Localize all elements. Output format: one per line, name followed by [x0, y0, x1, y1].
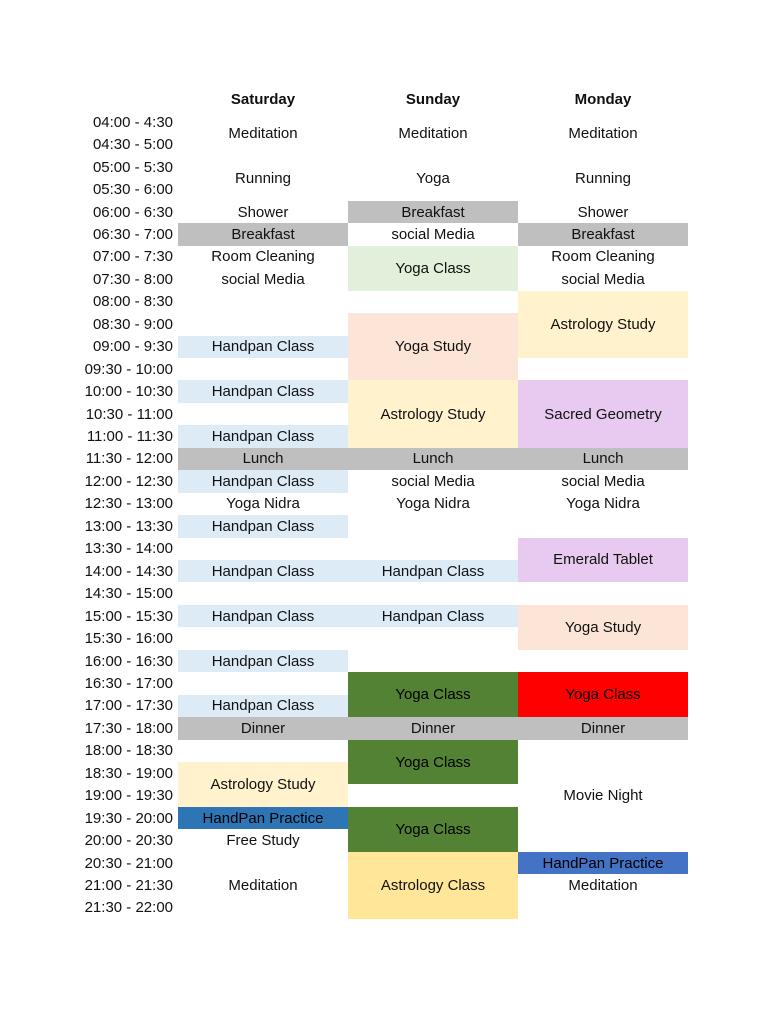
time-slot-label: 04:00 - 4:30: [92, 113, 173, 131]
time-slot-label: 21:30 - 22:00: [84, 899, 173, 917]
time-slot-label: 10:00 - 10:30: [84, 383, 173, 401]
schedule-event: Astrology Study: [348, 380, 518, 447]
time-slot-label: 08:00 - 8:30: [92, 293, 173, 311]
day-header-sunday: Sunday: [405, 90, 461, 108]
schedule-event: Sacred Geometry: [518, 380, 688, 447]
schedule-event: Yoga Nidra: [566, 495, 640, 513]
schedule-event: Astrology Study: [178, 762, 348, 807]
schedule-event: Handpan Class: [178, 605, 348, 627]
schedule-event: Shower: [237, 203, 289, 221]
time-slot-label: 13:00 - 13:30: [84, 517, 173, 535]
schedule-event: Yoga Nidra: [226, 495, 300, 513]
schedule-event: Room Cleaning: [551, 248, 655, 266]
schedule-event: Breakfast: [348, 201, 518, 223]
schedule-event: social Media: [221, 270, 305, 288]
schedule-event: Yoga Class: [348, 807, 518, 852]
schedule-event: Yoga Study: [518, 605, 688, 650]
schedule-event: Free Study: [226, 832, 300, 850]
schedule-event: Yoga Class: [518, 672, 688, 717]
schedule-event: Yoga Class: [348, 740, 518, 785]
schedule-event: Lunch: [178, 448, 348, 470]
time-slot-label: 15:00 - 15:30: [84, 607, 173, 625]
schedule-event: Handpan Class: [178, 515, 348, 537]
schedule-event: Breakfast: [178, 223, 348, 245]
schedule-event: Room Cleaning: [211, 248, 315, 266]
schedule-event: Handpan Class: [178, 695, 348, 717]
time-slot-label: 19:30 - 20:00: [84, 809, 173, 827]
schedule-event: Handpan Class: [178, 560, 348, 582]
time-slot-label: 04:30 - 5:00: [92, 136, 173, 154]
time-slot-label: 15:30 - 16:00: [84, 630, 173, 648]
schedule-event: Dinner: [178, 717, 348, 739]
schedule-event: Running: [235, 169, 291, 187]
time-slot-label: 17:00 - 17:30: [84, 697, 173, 715]
day-header-saturday: Saturday: [230, 90, 296, 108]
schedule-event: Yoga: [416, 169, 450, 187]
schedule-event: Yoga Study: [348, 313, 518, 380]
time-slot-label: 09:30 - 10:00: [84, 360, 173, 378]
schedule-event: Meditation: [228, 124, 298, 142]
schedule-event: Running: [575, 169, 631, 187]
schedule-event: Handpan Class: [178, 336, 348, 358]
schedule-event: Lunch: [518, 448, 688, 470]
time-slot-label: 20:00 - 20:30: [84, 832, 173, 850]
schedule-event: Meditation: [398, 124, 468, 142]
schedule-event: Emerald Tablet: [518, 538, 688, 583]
schedule-event: Breakfast: [518, 223, 688, 245]
schedule-event: social Media: [391, 225, 475, 243]
time-slot-label: 16:30 - 17:00: [84, 674, 173, 692]
time-slot-label: 09:00 - 9:30: [92, 338, 173, 356]
time-slot-label: 10:30 - 11:00: [85, 405, 173, 423]
time-slot-label: 06:00 - 6:30: [92, 203, 173, 221]
day-header-monday: Monday: [574, 90, 632, 108]
schedule-event: Dinner: [348, 717, 518, 739]
schedule-event: Handpan Class: [348, 560, 518, 582]
schedule-event: social Media: [561, 472, 645, 490]
time-slot-label: 14:30 - 15:00: [84, 585, 173, 603]
schedule-event: Meditation: [568, 877, 638, 895]
time-slot-label: 17:30 - 18:00: [84, 719, 173, 737]
schedule-event: Handpan Class: [348, 605, 518, 627]
schedule-event: Handpan Class: [178, 650, 348, 672]
time-slot-label: 18:30 - 19:00: [84, 764, 173, 782]
time-slot-label: 06:30 - 7:00: [92, 225, 173, 243]
schedule-event: Handpan Class: [178, 380, 348, 402]
time-slot-label: 13:30 - 14:00: [84, 540, 173, 558]
time-slot-label: 08:30 - 9:00: [92, 315, 173, 333]
time-slot-label: 11:30 - 12:00: [85, 450, 173, 468]
schedule-event: HandPan Practice: [518, 852, 688, 874]
time-slot-label: 07:30 - 8:00: [92, 270, 173, 288]
time-slot-label: 18:00 - 18:30: [84, 742, 173, 760]
schedule-event: Movie Night: [563, 787, 643, 805]
schedule-event: Handpan Class: [178, 425, 348, 447]
time-slot-label: 12:00 - 12:30: [84, 472, 173, 490]
schedule-event: Yoga Class: [348, 246, 518, 291]
time-slot-label: 07:00 - 7:30: [92, 248, 173, 266]
time-slot-label: 19:00 - 19:30: [84, 787, 173, 805]
time-slot-label: 12:30 - 13:00: [84, 495, 173, 513]
time-slot-label: 05:30 - 6:00: [92, 181, 173, 199]
time-slot-label: 20:30 - 21:00: [84, 854, 173, 872]
schedule-event: Astrology Study: [518, 291, 688, 358]
schedule-event: Meditation: [228, 877, 298, 895]
schedule-event: social Media: [391, 472, 475, 490]
time-slot-label: 14:00 - 14:30: [84, 562, 173, 580]
schedule-event: Handpan Class: [178, 470, 348, 492]
schedule-event: Astrology Class: [348, 852, 518, 919]
schedule-event: Meditation: [568, 124, 638, 142]
schedule-event: social Media: [561, 270, 645, 288]
time-slot-label: 11:00 - 11:30: [86, 428, 173, 446]
time-slot-label: 16:00 - 16:30: [84, 652, 173, 670]
time-slot-label: 21:00 - 21:30: [84, 877, 173, 895]
schedule-event: Lunch: [348, 448, 518, 470]
time-slot-label: 05:00 - 5:30: [92, 158, 173, 176]
schedule-event: Dinner: [518, 717, 688, 739]
schedule-event: Yoga Nidra: [396, 495, 470, 513]
schedule-event: HandPan Practice: [178, 807, 348, 829]
schedule-event: Shower: [577, 203, 629, 221]
schedule-event: Yoga Class: [348, 672, 518, 717]
